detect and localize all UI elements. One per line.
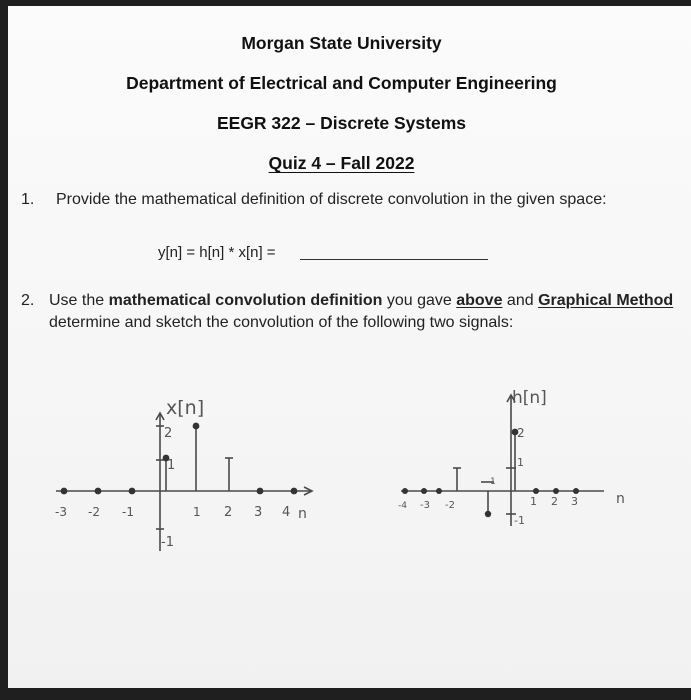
x-tick-label-n1: 1 [193,505,201,519]
x-tick-label-n-3: -3 [55,505,67,519]
x-tick-label-n4: 4 [282,505,291,520]
x-dot-n4 [291,488,298,495]
question-2-number: 2. [21,292,35,309]
question-1-number: 1. [21,191,35,208]
h-tick-label-n1: 1 [530,495,537,508]
x-signal-dots [61,423,298,495]
h-tick-label-n-3: -3 [420,500,430,511]
h-dot-n2 [553,488,559,494]
x-value-label-2: 2 [164,426,173,441]
x-signal-title: x[n] [166,397,205,419]
h-value-label-1: 1 [517,456,524,469]
x-dot-n-3 [61,488,68,495]
x-value-label-1: 1 [167,458,176,473]
x-tick-label-n-2: -2 [88,505,100,519]
x-dot-n1 [193,423,200,430]
h-value-label-1b: 1 [490,477,496,487]
course-title: EEGR 322 – Discrete Systems [216,113,467,133]
h-dot-n-3 [421,488,427,494]
x-signal-sketch [56,413,312,551]
h-dot-n-1 [485,511,491,517]
h-dot-n3 [573,488,579,494]
question-2-text-line2: determine and sketch the convolution of the following two signals: [49,314,514,331]
quiz-page [8,6,691,688]
h-value-label-2: 2 [517,426,525,440]
convolution-equation: y[n] = h[n] * x[n] = [158,244,276,261]
x-dot-n3 [257,488,264,495]
x-axis-label-n: n [298,506,307,522]
h-dot-n-2-base [436,488,442,494]
university-title: Morgan State University [241,33,442,53]
h-tick-label-n-4: -4 [398,501,407,511]
x-tick-label-n-1: -1 [122,505,134,519]
department-title: Department of Electrical and Computer Engineering [126,73,557,93]
signal-sketches [8,6,691,688]
h-tick-label-n2: 2 [551,495,558,508]
h-tick-label-n3: 3 [571,495,578,508]
h-tick-label-n-2: -2 [445,500,455,511]
x-value-label-neg1: -1 [161,535,174,550]
h-value-label-neg1: -1 [514,514,525,527]
question-2-text: Use the mathematical convolution definition you gave above and Graphical Method [49,292,674,309]
x-dot-n-1 [129,488,136,495]
question-1-text: Provide the mathematical definition of discrete convolution in the given space: [56,191,607,208]
h-signal-title: h[n] [512,388,547,408]
h-dot-n-4 [402,488,408,494]
h-axis-label-n: n [616,491,625,507]
x-dot-n-2 [95,488,102,495]
h-dot-n1 [533,488,539,494]
x-tick-label-n3: 3 [254,505,263,520]
x-tick-label-n2: 2 [224,505,233,520]
quiz-title: Quiz 4 – Fall 2022 [268,153,415,173]
